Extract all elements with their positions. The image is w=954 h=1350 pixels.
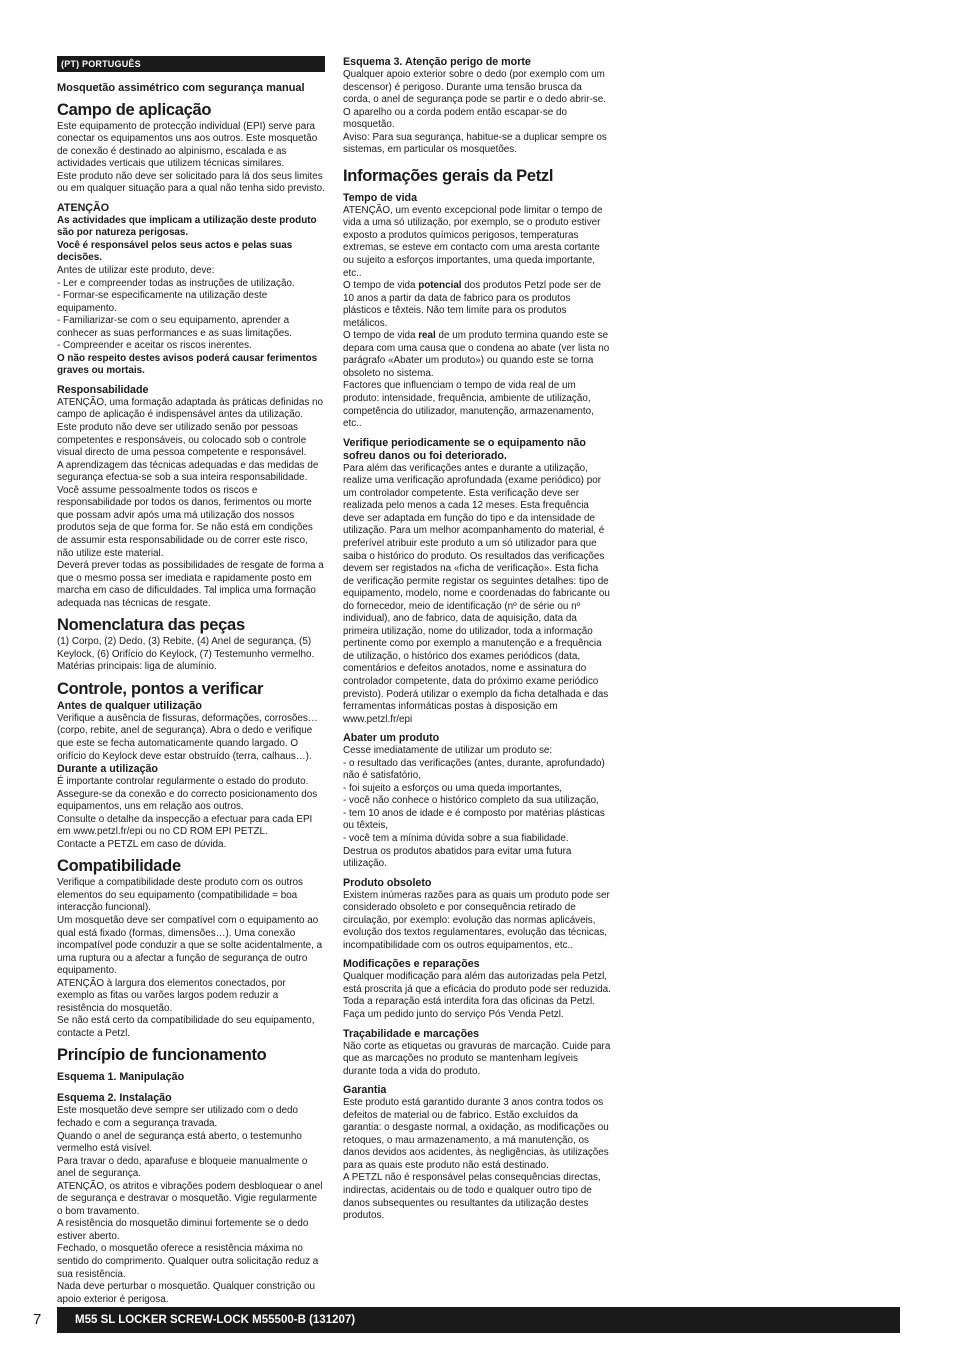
paragraph: Este produto está garantido durante 3 anos contra todos os defeitos de material ou de fabrico. Estão excluídos da garantia: o desgaste normal, a oxidação, as modificações ou retoques, o mau armazenamento, a má manutenção, os danos devidos aos acidentes, às negligências, às utilizações para as quais este produto não está destinado. [343,1097,609,1171]
diagram-caption: Esquema 3. Atenção perigo de morte [343,56,531,68]
paragraph: Existem inúmeras razões para as quais um produto pode ser considerado obsoleto e por consequência retirado de circulação, por exemplo: evolução das normas aplicáveis, evolução dos textos regulamentares, evolução das técnicas, incompatibilidade com os outros equipamentos, etc.. [343,889,610,951]
paragraph: Factores que influenciam o tempo de vida real de um produto: intensidade, frequência, ambiente de utilização, competência do utilizador, manutenção, armazenamento, etc.. [343,380,594,430]
list-item: - Ler e compreender todas as instruções de utilização. [57,277,295,289]
paragraph: A PETZL não é responsável pelas consequências directas, indirectas, acidentais ou de todo e qualquer outro tipo de danos subsequentes ou resultantes da utilização destes produtos. [343,1172,601,1222]
warning-text: As actividades que implicam a utilização deste produto são por natureza perigosas. [57,214,317,239]
paragraph: Aviso: Para sua segurança, habitue-se a duplicar sempre os sistemas, em particular os mosquetões. [343,131,607,156]
paragraph: Verifique a compatibilidade deste produto com os outros elementos do seu equipamento (compatibilidade = boa interacção funcional). [57,877,303,914]
paragraph: Nada deve perturbar o mosquetão. Qualquer constrição ou apoio exterior é perigosa. [57,1281,316,1305]
subsection-title: Garantia [343,1084,387,1097]
list-item: - tem 10 anos de idade e é composto por matérias plásticas ou têxteis, [343,807,605,832]
paragraph: Consulte o detalhe da inspecção a efectuar para cada EPI em www.petzl.fr/epi ou no CD ROM EPI PETZL. [57,813,313,838]
section-title-nomenclatura: Nomenclatura das peças [57,616,245,635]
paragraph: Contacte a PETZL em caso de dúvida. [57,838,227,850]
list-item: - você tem a mínima dúvida sobre a sua fiabilidade. [343,832,569,844]
paragraph: Antes de utilizar este produto, deve: [57,265,215,277]
paragraph: Fechado, o mosquetão oferece a resistência máxima no sentido do comprimento. Qualquer outra solicitação reduz a sua resistência. [57,1243,319,1280]
list-item: - você não conhece o histórico completo da sua utilização, [343,795,599,807]
subsection-title: Tempo de vida [343,191,418,204]
paragraph: Você assume pessoalmente todos os riscos e responsabilidade por todos os danos, ferimentos ou morte que possam advir após uma má utilização dos nossos produtos seja de que forma for. Se não está em condições de assumir esta responsabilidade ou de correr este risco, não utilize este material. [57,484,313,559]
paragraph: Se não está certo da compatibilidade do seu equipamento, contacte a Petzl. [57,1015,315,1039]
paragraph: Este produto não deve ser utilizado senão por pessoas competentes e responsáveis, ou colocado sob o controle visual directo de uma pessoa competente e responsável. [57,422,307,459]
subsection-title-responsabilidade: Responsabilidade [57,383,149,396]
paragraph: Destrua os produtos abatidos para evitar uma futura utilização. [343,845,572,870]
section-title-compatibilidade: Compatibilidade [57,857,181,876]
paragraph: Um mosquetão deve ser compatível com o equipamento ao qual está fixado (formas, dimensões…). Uma conexão incompatível pode conduzir a que se solte acidentalmente, a uma ruptura ou a afectar a função de segurança de outro equipamento. [57,914,323,977]
section-title-informacoes: Informações gerais da Petzl [343,166,554,185]
paragraph: A resistência do mosquetão diminui fortemente se o dedo estiver aberto. [57,1218,309,1242]
paragraph: ATENÇÃO, um evento excepcional pode limitar o tempo de vida a uma só utilização, por exemplo, se o produto estiver exposto a produtos químicos perigosos, temperaturas extremas, se esteve em contacto com uma aresta cortante ou sujeito a esforços importantes, uma queda importante, etc.. [343,204,603,279]
diagram-caption: Esquema 2. Instalação [57,1092,172,1105]
section-title-campo: Campo de aplicação [57,100,212,119]
warning-text: O não respeito destes avisos poderá causar ferimentos graves ou mortais. [57,352,318,377]
paragraph: (1) Corpo, (2) Dedo, (3) Rebite, (4) Anel de segurança, (5) Keylock, (6) Orifício do Keylock, (7) Testemunho vermelho. [57,636,315,660]
paragraph: ATENÇÃO, os atritos e vibrações podem desbloquear o anel de segurança e destravar o mosquetão. Vigie regularmente o bom travamento. [57,1180,323,1217]
section-title-principio: Princípio de funcionamento [57,1046,267,1065]
subsection-title-atencao: ATENÇÃO [57,201,110,214]
footer-title-bar: M55 SL LOCKER SCREW-LOCK M55500-B (131207) [57,1307,900,1333]
left-column [57,56,325,1306]
paragraph: ATENÇÃO, uma formação adaptada às práticas definidas no campo de aplicação é indispensável antes da utilização. [57,396,324,421]
paragraph: Verifique a ausência de fissuras, deformações, corrosões… (corpo, rebite, anel de segurança). Abra o dedo e verifique que este se fecha automaticamente quando largado. O orifício do Keylock deve estar obstruído (terra, calhaus…). [57,712,318,762]
list-item: - Familiarizar-se com o seu equipamento, aprender a conhecer as suas performances e as suas limitações. [57,315,292,339]
section-title-controle: Controle, pontos a verificar [57,679,264,698]
subsection-title: Produto obsoleto [343,876,432,889]
right-column [343,56,611,1223]
list-item: - o resultado das verificações (antes, durante, aprofundado) não é satisfatório, [343,757,605,782]
paragraph: Este equipamento de protecção individual (EPI) serve para conectar os equipamentos uns aos outros. Este mosquetão de conexão é destinado ao alpinismo, escalada e as actividades verticais que utilizem técnicas similares. [57,120,318,170]
paragraph: Qualquer apoio exterior sobre o dedo (por exemplo com um descensor) é perigoso. Durante uma tensão brusca da corda, o anel de segurança pode se partir e o dedo abrir-se. O aparelho ou a corda podem então escapar-se do mosquetão. [343,69,606,131]
paragraph: Qualquer modificação para além das autorizadas pela Petzl, está proscrita já que a eficácia do produto pode ser reduzida. Toda a reparação está interdita fora das oficinas da Petzl. Faça um pedido junto do serviço Pós Venda Petzl. [343,971,611,1020]
paragraph: ATENÇÃO à largura dos elementos conectados, por exemplo as fitas ou varões largos podem reduzir a resistência do mosquetão. [57,977,286,1014]
list-item: - Formar-se especificamente na utilização deste equipamento. [57,290,268,314]
subsection-title: Verifique periodicamente se o equipamento não sofreu danos ou foi deteriorado. [343,436,586,462]
paragraph: Este mosquetão deve sempre ser utilizado com o dedo fechado e com a segurança travada. [57,1105,298,1129]
paragraph: Quando o anel de segurança está aberto, o testemunho vermelho está visível. [57,1130,302,1155]
list-item: - foi sujeito a esforços ou uma queda importantes, [343,782,563,794]
list-item: - Compreender e aceitar os riscos inerentes. [57,340,252,352]
subsection-title: Durante a utilização [57,763,158,776]
paragraph: O tempo de vida potencial dos produtos Petzl pode ser de 10 anos a partir da data de fabrico para os produtos plásticos e têxteis. Não tem limite para os produtos metálicos. [343,280,601,329]
warning-text: Você é responsável pelos seus actos e pelas suas decisões. [57,239,293,264]
subsection-title: Antes de qualquer utilização [57,699,202,712]
page-number: 7 [33,1311,42,1328]
diagram-caption: Esquema 1. Manipulação [57,1071,185,1084]
paragraph: O tempo de vida real de um produto termina quando este se depara com uma causa que o condena ao abate (ver lista no parágrafo «Abater um produto») ou quando este se torna obsoleto no sistema. [343,330,610,379]
paragraph: Não corte as etiquetas ou gravuras de marcação. Cuide para que as marcações no produto se mantenham legíveis durante toda a vida do produto. [343,1040,611,1077]
paragraph: Matérias principais: liga de alumínio. [57,661,217,673]
paragraph: Para travar o dedo, aparafuse e bloqueie manualmente o anel de segurança. [57,1155,308,1180]
paragraph: A aprendizagem das técnicas adequadas e das medidas de segurança efectua-se sob a sua inteira responsabilidade. [57,459,319,484]
product-subtitle: Mosquetão assimétrico com segurança manual [57,82,305,94]
subsection-title: Traçabilidade e marcações [343,1027,480,1040]
paragraph: Cesse imediatamente de utilizar um produto se: [343,745,553,757]
subsection-title: Modificações e reparações [343,958,480,971]
language-bar: (PT) PORTUGUÊS [57,56,325,72]
paragraph: Este produto não deve ser solicitado para lá dos seus limites ou em qualquer situação para a qual não tenha sido previsto. [57,170,325,195]
paragraph: Para além das verificações antes e durante a utilização, realize uma verificação aprofundada (exame periódico) por um controlador competente. Esta verificação deve ser realizada pelo menos a cada 12 meses. Esta frequência deve ser adaptada em função do tipo e da intensidade de utilização. Para um melhor acompanhamento do material, é preferível atribuir este produto a um só utilizador para que saiba o histórico do produto. Os resultados das verificações devem ser registados na «ficha de verificação». Esta ficha de verificação permite registar os seguintes detalhes: tipo de equipamento, modelo, nome e coordenadas do fabricante ou do fornecedor, meio de identificação (nº de série ou nº individual), ano de fabrico, data de aquisição, data da primeira utilização, nome do utilizador, toda a informação pertinente como por exemplo a manutenção e a frequência de utilização, o histórico dos exames periódicos (data, comentários e defeitos anotados, nome e assinatura do controlador competente, data do próximo exame periódico previsto). Poderá utilizar o exemplo da ficha detalhada e das ferramentas informáticas postas à disposição em www.petzl.fr/epi [343,462,610,725]
subsection-title: Abater um produto [343,732,440,745]
paragraph: É importante controlar regularmente o estado do produto. Assegure-se da conexão e do correcto posicionamento dos equipamentos, uns em relação aos outros. [57,776,318,813]
paragraph: Deverá prever todas as possibilidades de resgate de forma a que o mesmo possa ser imediata e rapidamente posto em marcha em caso de dificuldades. Tal implica uma formação adequada nas técnicas de resgate. [57,560,324,609]
